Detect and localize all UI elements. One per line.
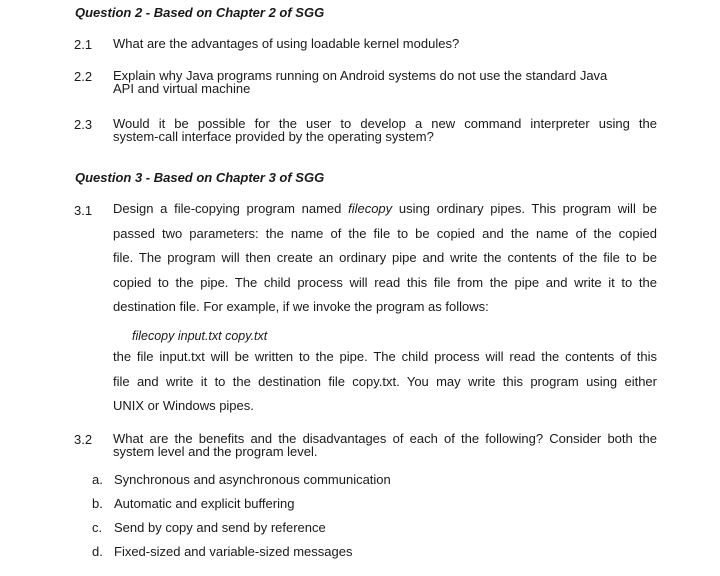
- paragraph-2-line-2: file and write it to the destination file copy.txt. You may write this program using either: [113, 373, 657, 389]
- filecopy-term: filecopy: [348, 201, 393, 216]
- sub-item-text: Automatic and explicit buffering: [114, 496, 295, 511]
- sub-item-text: Fixed-sized and variable-sized messages: [114, 544, 353, 559]
- paragraph-1-line-1: [113, 197, 657, 222]
- question-2-1-text: What are the advantages of using loadable kernel modules?: [113, 36, 460, 51]
- sub-item-text: Send by copy and send by reference: [114, 520, 326, 535]
- question-2-2-number: 2.2: [74, 69, 93, 84]
- question-2-3-text: [113, 117, 657, 143]
- paragraph-1-line-4: copied to the pipe. The child process will read this file from the pipe and write it to the: [113, 274, 657, 290]
- question-3-heading: Question 3 - Based on Chapter 3 of SGG: [75, 170, 325, 185]
- sub-item-marker: d.: [92, 544, 103, 559]
- paragraph-1-line-2: passed two parameters: the name of the file to be copied and the name of the copied: [113, 225, 657, 241]
- sub-item-b: [92, 496, 294, 511]
- paragraph-1-line-5: destination file. For example, if we invoke the program as follows:: [113, 299, 489, 314]
- question-3-1-paragraph-2: [113, 345, 657, 419]
- sub-item-marker: b.: [92, 496, 103, 511]
- question-2-2-line-1: Explain why Java programs running on Android systems do not use the standard Java: [113, 68, 608, 83]
- sub-item-text: Synchronous and asynchronous communication: [114, 472, 391, 487]
- command-example: filecopy input.txt copy.txt: [132, 329, 268, 343]
- question-2-3-number: 2.3: [74, 117, 93, 132]
- sub-item-c: [92, 520, 326, 535]
- question-3-2-line-1: What are the benefits and the disadvantages of each of the following? Consider both the: [113, 431, 657, 446]
- question-3-2-line-2: system level and the program level.: [113, 444, 318, 459]
- line-1-part-c: using ordinary pipes. This program will be: [392, 201, 657, 216]
- question-3-2-number: 3.2: [74, 432, 93, 447]
- question-3-1-paragraph-1: [113, 197, 657, 320]
- line-1-part-a: Design a file-copying program named: [113, 201, 349, 216]
- sub-item-marker: c.: [92, 520, 103, 535]
- paragraph-1-line-3: file. The program will then create an ordinary pipe and write the contents of the file to be: [113, 250, 657, 265]
- paragraph-2-line-1: the file input.txt will be written to the pipe. The child process will read the contents of this: [113, 349, 657, 364]
- sub-item-d: [92, 544, 352, 559]
- sub-item-a: [92, 472, 391, 487]
- question-3-2-text: [113, 432, 657, 458]
- question-2-2-line-2: API and virtual machine: [113, 81, 251, 96]
- question-2-3-line-1: Would it be possible for the user to develop a new command interpreter using the: [113, 116, 657, 131]
- question-2-2-text: [113, 69, 657, 95]
- question-2-3-line-2: system-call interface provided by the operating system?: [113, 129, 434, 144]
- question-2-1-number: 2.1: [74, 37, 93, 52]
- paragraph-2-line-3: UNIX or Windows pipes.: [113, 398, 254, 413]
- sub-item-marker: a.: [92, 472, 103, 487]
- question-2-heading: Question 2 - Based on Chapter 2 of SGG: [75, 5, 325, 20]
- question-3-1-number: 3.1: [74, 203, 93, 218]
